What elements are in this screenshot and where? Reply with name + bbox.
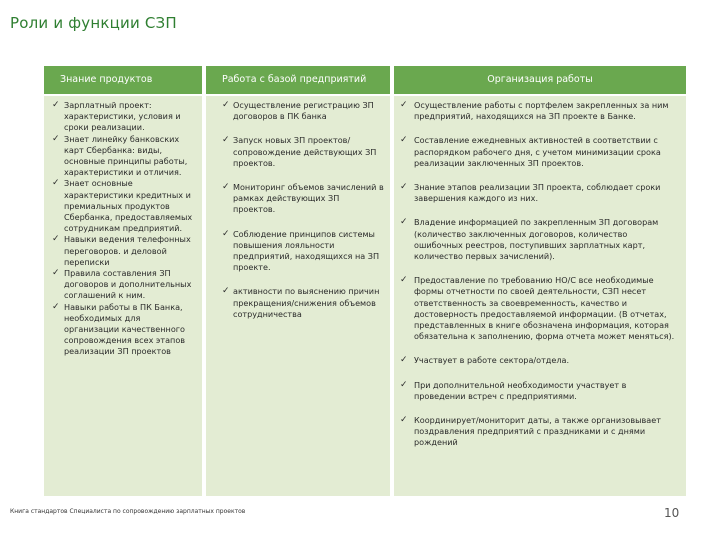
list-item-text: Знание этапов реализации ЗП проекта, соблюдает сроки завершения каждого из них. bbox=[414, 182, 661, 204]
list-item bbox=[52, 178, 196, 234]
list-item bbox=[400, 380, 678, 402]
list-item-text: При дополнительной необходимости участвует в проведении встреч с предприятиями. bbox=[414, 379, 627, 401]
checkmark-icon: ✓ bbox=[222, 135, 230, 146]
list-item bbox=[52, 134, 196, 179]
checkmark-icon: ✓ bbox=[52, 178, 60, 189]
column-body bbox=[44, 96, 202, 496]
checkmark-icon: ✓ bbox=[400, 100, 408, 110]
list-item-text: Составление ежедневных активностей в соответствии с распорядком рабочего дня, с учетом минимизации срока реализации заключенных ЗП проектов. bbox=[414, 135, 661, 168]
checkmark-icon: ✓ bbox=[52, 234, 60, 245]
list-item bbox=[52, 234, 196, 268]
page-title: Роли и функции СЗП bbox=[10, 14, 177, 32]
list-item bbox=[52, 302, 196, 358]
list-item-text: Координирует/мониторит даты, а также организовывает поздравления предприятий с праздниками и с днями рождений bbox=[414, 415, 661, 448]
list-item bbox=[400, 217, 678, 262]
list-item bbox=[400, 182, 678, 204]
checkmark-icon: ✓ bbox=[52, 133, 60, 144]
checkmark-icon: ✓ bbox=[222, 182, 230, 193]
list-item-text: Знает линейку банковских карт Сбербанка: виды, основные принципы работы, характеристики и отличия. bbox=[64, 133, 188, 178]
list-item-text: Предоставление по требованию НО/С все необходимые формы отчетности по своей деятельности, СЗП несет ответственность за своевременность, качество и достоверность предоставляемой информации. (В отчетах, представленных в книге обозначена информация, которая обязательна к заполнению, форма отчета может меняться). bbox=[414, 275, 675, 342]
checkmark-icon: ✓ bbox=[400, 379, 408, 390]
list-item-text: Правила составления ЗП договоров и дополнительных соглашений к ним. bbox=[64, 268, 192, 301]
column-header: Работа с базой предприятий bbox=[206, 66, 390, 94]
list-item bbox=[400, 415, 678, 449]
footer-text: Книга стандартов Специалиста по сопровождению зарплатных проектов bbox=[10, 508, 246, 515]
list-item-text: Владение информацией по закрепленным ЗП договорам (количество заключенных договоров, количество ошибочных реестров, поступивших зарплатных карт, количество первых зачислений). bbox=[414, 217, 659, 262]
column-body bbox=[394, 96, 686, 496]
page-number: 10 bbox=[664, 506, 680, 520]
checkmark-icon: ✓ bbox=[52, 301, 60, 312]
column-header: Организация работы bbox=[394, 66, 686, 94]
checkmark-icon: ✓ bbox=[52, 268, 60, 279]
list-item-text: Осуществление регистрацию ЗП договоров в ПК банка bbox=[233, 100, 374, 122]
checkmark-icon: ✓ bbox=[222, 228, 230, 239]
checkmark-icon: ✓ bbox=[52, 100, 60, 110]
column-body bbox=[206, 96, 390, 496]
list-item bbox=[52, 268, 196, 302]
checkmark-icon: ✓ bbox=[400, 275, 408, 286]
list-item bbox=[400, 100, 678, 122]
checkmark-icon: ✓ bbox=[400, 182, 408, 193]
list-item bbox=[222, 135, 384, 169]
list-item-text: Навыки работы в ПК Банка, необходимых для организации качественного сопровождения всех этапов реализации ЗП проектов bbox=[64, 301, 186, 357]
list-item-text: Участвует в работе сектора/отдела. bbox=[414, 355, 570, 366]
list-item bbox=[52, 100, 196, 134]
list-item-text: Запуск новых ЗП проектов/сопровождение действующих ЗП проектов. bbox=[233, 135, 377, 168]
checkmark-icon: ✓ bbox=[222, 286, 230, 297]
column-header: Знание продуктов bbox=[44, 66, 202, 94]
checkmark-icon: ✓ bbox=[400, 217, 408, 228]
list-item bbox=[400, 275, 678, 342]
checkmark-icon: ✓ bbox=[400, 355, 408, 366]
list-item bbox=[222, 229, 384, 274]
list-item-text: Зарплатный проект: характеристики, условия и сроки реализации. bbox=[64, 100, 181, 133]
list-item-text: активности по выяснению причин прекращения/снижения объемов сотрудничества bbox=[233, 286, 380, 319]
checkmark-icon: ✓ bbox=[400, 135, 408, 146]
list-item-text: Навыки ведения телефонных переговоров. и деловой переписки bbox=[64, 234, 191, 267]
list-item-text: Соблюдение принципов системы повышения лояльности предприятий, находящихся на ЗП проекте. bbox=[233, 228, 380, 273]
checkmark-icon: ✓ bbox=[222, 100, 230, 110]
column-enterprise-base bbox=[206, 66, 390, 319]
column-work-organization bbox=[394, 66, 686, 448]
list-item bbox=[400, 355, 678, 366]
list-item-text: Знает основные характеристики кредитных и премиальных продуктов Сбербанка, предоставляемых сотрудникам предприятий. bbox=[64, 178, 193, 234]
list-item bbox=[400, 135, 678, 169]
list-item-text: Осуществление работы с портфелем закрепленных за ним предприятий, находящихся на ЗП проекте в Банке. bbox=[414, 100, 669, 122]
list-item bbox=[222, 100, 384, 122]
list-item-text: Мониторинг объемов зачислений в рамках действующих ЗП проектов. bbox=[233, 182, 384, 215]
list-item bbox=[222, 286, 384, 320]
list-item bbox=[222, 182, 384, 216]
column-product-knowledge bbox=[44, 66, 202, 357]
checkmark-icon: ✓ bbox=[400, 415, 408, 426]
